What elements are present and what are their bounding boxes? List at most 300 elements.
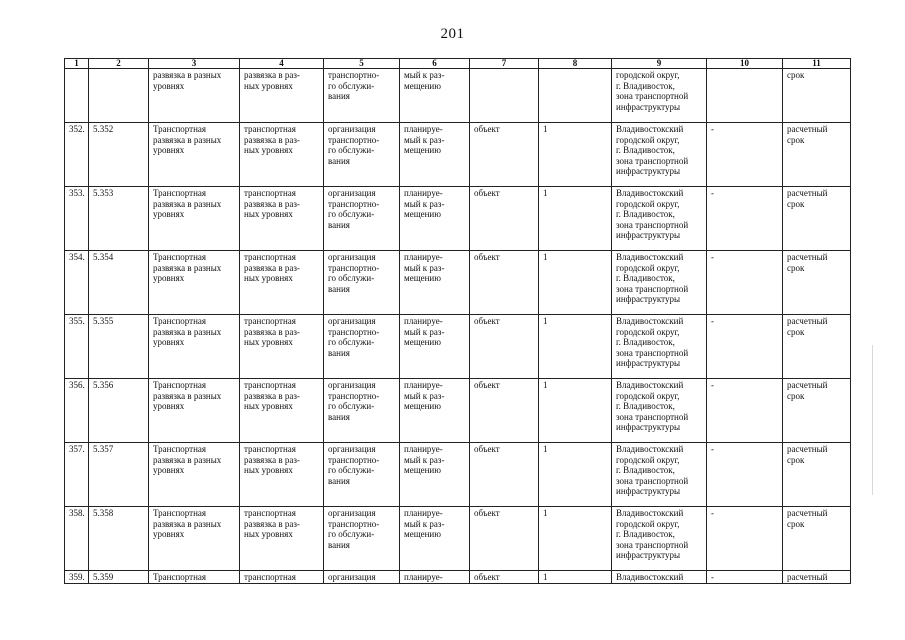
cell-text: развязка в разных — [153, 198, 222, 209]
cell-text: планируе- — [404, 252, 443, 262]
cell-text: развязка в разных — [153, 262, 222, 273]
cell-text: 5.355 — [93, 316, 114, 326]
cell-status — [400, 571, 470, 584]
cell-text: транспортно- — [328, 262, 380, 273]
cell-type — [240, 571, 324, 584]
cell-text: развязка в разных — [153, 70, 222, 80]
cell-type — [240, 507, 324, 571]
cell-text: расчетный — [787, 124, 828, 134]
cell-text: 5.359 — [93, 572, 114, 582]
cell-status — [400, 443, 470, 507]
cell-text: транспортная — [244, 252, 296, 262]
cell-code — [89, 315, 149, 379]
cell-text: го обслужи- — [328, 337, 375, 347]
cell-location — [612, 69, 707, 123]
column-header-10: 10 — [707, 59, 783, 69]
cell-text: срок — [787, 454, 805, 465]
cell-text: инфраструктуры — [616, 101, 680, 112]
cell-text: - — [711, 124, 714, 134]
cell-text: вания — [328, 475, 350, 486]
cell-code — [89, 507, 149, 571]
cell-text: ных уровнях — [244, 209, 293, 219]
cell-text: вания — [328, 91, 350, 101]
cell-characteristics — [707, 379, 783, 443]
cell-text: г. Владивосток, — [616, 401, 675, 411]
cell-text: инфраструктуры — [616, 358, 680, 368]
cell-text: организация — [328, 316, 376, 326]
cell-text: объект — [474, 444, 500, 454]
cell-text: го обслужи- — [328, 80, 375, 91]
cell-text: - — [711, 188, 714, 198]
cell-term — [783, 187, 851, 251]
cell-text: 357. — [69, 444, 85, 454]
cell-purpose — [324, 251, 400, 315]
cell-text: 356. — [69, 380, 85, 390]
column-header-11: 11 — [783, 59, 851, 69]
cell-text: транспортная — [244, 572, 296, 582]
cell-unit — [470, 123, 539, 187]
cell-text: транспортная — [244, 316, 296, 326]
cell-text: планируе- — [404, 316, 443, 326]
cell-text: Владивостокский — [616, 508, 684, 518]
cell-text: объект — [474, 124, 500, 134]
cell-text: го обслужи- — [328, 465, 375, 475]
page-number: 201 — [440, 26, 465, 42]
cell-text: планируе- — [404, 444, 443, 454]
cell-text: го обслужи- — [328, 273, 375, 283]
cell-text: ных уровнях — [244, 337, 293, 347]
cell-text: 1 — [543, 188, 548, 198]
cell-text: организация — [328, 124, 376, 134]
cell-text: - — [711, 380, 714, 390]
cell-text: уровнях — [153, 273, 185, 283]
cell-text: 352. — [69, 124, 85, 134]
cell-purpose — [324, 571, 400, 584]
cell-text: расчетный — [787, 188, 828, 198]
cell-text: расчетный — [787, 444, 828, 454]
cell-quantity — [539, 251, 612, 315]
cell-text: ных уровнях — [244, 529, 293, 539]
cell-quantity — [539, 443, 612, 507]
cell-type — [240, 123, 324, 187]
cell-text: городской округ, — [616, 518, 680, 529]
cell-text: го обслужи- — [328, 529, 375, 539]
cell-text: срок — [787, 134, 805, 145]
cell-unit — [470, 443, 539, 507]
cell-text: уровнях — [153, 80, 185, 91]
table-row — [65, 251, 851, 315]
cell-purpose — [324, 443, 400, 507]
cell-text: вания — [328, 539, 350, 550]
cell-text: транспортно- — [328, 134, 380, 145]
cell-purpose — [324, 507, 400, 571]
cell-text: развязка в раз- — [244, 198, 300, 209]
cell-text: мый к раз- — [404, 454, 445, 465]
cell-code — [89, 443, 149, 507]
cell-row-number — [65, 123, 89, 187]
cell-text: расчетный — [787, 572, 828, 582]
cell-text: - — [711, 508, 714, 518]
cell-type — [240, 69, 324, 123]
cell-text: мещению — [404, 145, 441, 155]
cell-text: развязка в разных — [153, 134, 222, 145]
cell-text: Транспортная — [153, 380, 207, 390]
cell-text: 353. — [69, 188, 85, 198]
cell-term — [783, 315, 851, 379]
cell-unit — [470, 571, 539, 584]
column-header-9: 9 — [612, 59, 707, 69]
cell-text: - — [711, 444, 714, 454]
cell-text: Транспортная — [153, 316, 207, 326]
cell-location — [612, 507, 707, 571]
cell-text: мещению — [404, 209, 441, 219]
cell-text: Транспортная — [153, 188, 207, 198]
cell-text: городской округ, — [616, 198, 680, 209]
cell-text: Владивостокский — [616, 188, 684, 198]
cell-location — [612, 187, 707, 251]
cell-status — [400, 507, 470, 571]
cell-unit — [470, 187, 539, 251]
cell-text: - — [711, 572, 714, 582]
cell-text: инфраструктуры — [616, 422, 680, 432]
cell-text: объект — [474, 380, 500, 390]
cell-text: зона транспортной — [616, 347, 689, 358]
cell-unit — [470, 507, 539, 571]
cell-text: ных уровнях — [244, 145, 293, 155]
cell-text: расчетный — [787, 508, 828, 518]
cell-text: го обслужи- — [328, 145, 375, 155]
cell-term — [783, 251, 851, 315]
cell-type — [240, 315, 324, 379]
header-row — [65, 59, 851, 69]
cell-text: уровнях — [153, 465, 185, 475]
cell-text: инфраструктуры — [616, 550, 680, 560]
cell-text: мый к раз- — [404, 134, 445, 145]
cell-text: транспортная — [244, 508, 296, 518]
cell-text: 1 — [543, 508, 548, 518]
cell-status — [400, 187, 470, 251]
cell-location — [612, 315, 707, 379]
cell-text: мещению — [404, 273, 441, 283]
cell-status — [400, 315, 470, 379]
cell-text: транспортная — [244, 380, 296, 390]
cell-text: г. Владивосток, — [616, 80, 675, 91]
cell-text: городской округ, — [616, 70, 680, 80]
cell-quantity — [539, 379, 612, 443]
cell-text: 5.353 — [93, 188, 114, 198]
cell-text: городской округ, — [616, 326, 680, 337]
cell-text: г. Владивосток, — [616, 465, 675, 475]
cell-text: 1 — [543, 380, 548, 390]
cell-status — [400, 379, 470, 443]
column-header-7: 7 — [470, 59, 539, 69]
cell-text: объект — [474, 188, 500, 198]
column-header-8: 8 — [539, 59, 612, 69]
cell-text: развязка в раз- — [244, 454, 300, 465]
cell-text: транспортная — [244, 444, 296, 454]
cell-term — [783, 571, 851, 584]
cell-characteristics — [707, 187, 783, 251]
cell-text: Владивостокский — [616, 572, 684, 582]
cell-text: транспортно- — [328, 390, 380, 401]
cell-quantity — [539, 123, 612, 187]
cell-text: 359. — [69, 572, 85, 582]
cell-term — [783, 69, 851, 123]
cell-text: г. Владивосток, — [616, 145, 675, 155]
cell-status — [400, 69, 470, 123]
cell-text: транспортная — [244, 124, 296, 134]
cell-text: уровнях — [153, 209, 185, 219]
cell-text: планируе- — [404, 572, 443, 582]
cell-row-number — [65, 69, 89, 123]
cell-row-number — [65, 571, 89, 584]
cell-text: Владивостокский — [616, 380, 684, 390]
cell-text: планируе- — [404, 124, 443, 134]
cell-text: вания — [328, 411, 350, 422]
cell-text: г. Владивосток, — [616, 337, 675, 347]
cell-location — [612, 571, 707, 584]
cell-text: Владивостокский — [616, 316, 684, 326]
table-row — [65, 315, 851, 379]
cell-text: 5.356 — [93, 380, 114, 390]
cell-term — [783, 123, 851, 187]
cell-text: Владивостокский — [616, 124, 684, 134]
cell-text: развязка в раз- — [244, 262, 300, 273]
cell-text: уровнях — [153, 401, 185, 411]
cell-text: срок — [787, 518, 805, 529]
cell-text: Транспортная — [153, 444, 207, 454]
cell-text: зона транспортной — [616, 539, 689, 550]
cell-text: Владивостокский — [616, 444, 684, 454]
cell-text: г. Владивосток, — [616, 209, 675, 219]
column-header-1: 1 — [65, 59, 89, 69]
cell-code — [89, 379, 149, 443]
column-header-5: 5 — [324, 59, 400, 69]
cell-row-number — [65, 251, 89, 315]
cell-name — [149, 379, 240, 443]
cell-text: зона транспортной — [616, 219, 689, 230]
cell-text: - — [711, 316, 714, 326]
cell-unit — [470, 69, 539, 123]
cell-text: зона транспортной — [616, 155, 689, 166]
cell-text: срок — [787, 326, 805, 337]
cell-location — [612, 251, 707, 315]
table-row — [65, 571, 851, 584]
cell-name — [149, 443, 240, 507]
cell-type — [240, 251, 324, 315]
cell-text: расчетный — [787, 252, 828, 262]
cell-text: уровнях — [153, 529, 185, 539]
cell-text: срок — [787, 70, 805, 80]
cell-text: вания — [328, 155, 350, 166]
cell-text: 355. — [69, 316, 85, 326]
cell-text: мый к раз- — [404, 262, 445, 273]
cell-text: зона транспортной — [616, 475, 689, 486]
cell-term — [783, 379, 851, 443]
cell-text: 5.358 — [93, 508, 114, 518]
cell-text: развязка в раз- — [244, 518, 300, 529]
cell-text: 1 — [543, 124, 548, 134]
cell-text: срок — [787, 198, 805, 209]
cell-quantity — [539, 69, 612, 123]
cell-type — [240, 379, 324, 443]
cell-quantity — [539, 315, 612, 379]
cell-quantity — [539, 571, 612, 584]
cell-text: инфраструктуры — [616, 166, 680, 176]
cell-text: организация — [328, 380, 376, 390]
cell-text: Транспортная — [153, 252, 207, 262]
cell-row-number — [65, 315, 89, 379]
cell-code — [89, 251, 149, 315]
cell-text: ных уровнях — [244, 465, 293, 475]
cell-text: развязка в раз- — [244, 326, 300, 337]
cell-status — [400, 123, 470, 187]
cell-name — [149, 123, 240, 187]
cell-text: мещению — [404, 529, 441, 539]
cell-text: уровнях — [153, 337, 185, 347]
cell-characteristics — [707, 507, 783, 571]
cell-characteristics — [707, 69, 783, 123]
cell-code — [89, 69, 149, 123]
cell-location — [612, 379, 707, 443]
cell-quantity — [539, 507, 612, 571]
cell-unit — [470, 315, 539, 379]
cell-text: зона транспортной — [616, 91, 689, 101]
cell-text: городской округ, — [616, 390, 680, 401]
cell-text: Владивостокский — [616, 252, 684, 262]
cell-text: развязка в разных — [153, 390, 222, 401]
cell-name — [149, 187, 240, 251]
cell-text: транспортно- — [328, 518, 380, 529]
cell-text: развязка в разных — [153, 326, 222, 337]
cell-text: объект — [474, 252, 500, 262]
column-header-6: 6 — [400, 59, 470, 69]
cell-text: 358. — [69, 508, 85, 518]
cell-text: срок — [787, 390, 805, 401]
cell-text: организация — [328, 188, 376, 198]
cell-characteristics — [707, 251, 783, 315]
column-header-3: 3 — [149, 59, 240, 69]
cell-text: объект — [474, 508, 500, 518]
cell-row-number — [65, 187, 89, 251]
cell-text: инфраструктуры — [616, 294, 680, 304]
cell-text: 1 — [543, 444, 548, 454]
cell-text: транспортно- — [328, 326, 380, 337]
cell-name — [149, 507, 240, 571]
cell-text: планируе- — [404, 188, 443, 198]
cell-text: организация — [328, 252, 376, 262]
table-row — [65, 69, 851, 123]
cell-text: расчетный — [787, 380, 828, 390]
cell-text: транспортно- — [328, 454, 380, 465]
cell-text: уровнях — [153, 145, 185, 155]
cell-unit — [470, 379, 539, 443]
table-row — [65, 187, 851, 251]
cell-text: мый к раз- — [404, 70, 445, 80]
cell-text: 1 — [543, 572, 548, 582]
cell-row-number — [65, 443, 89, 507]
cell-text: расчетный — [787, 316, 828, 326]
cell-text: мещению — [404, 80, 441, 91]
cell-text: мый к раз- — [404, 326, 445, 337]
cell-text: ных уровнях — [244, 273, 293, 283]
table-row — [65, 123, 851, 187]
table-row — [65, 379, 851, 443]
cell-text: инфраструктуры — [616, 486, 680, 496]
cell-text: транспортная — [244, 188, 296, 198]
cell-quantity — [539, 187, 612, 251]
cell-text: ных уровнях — [244, 401, 293, 411]
cell-text: мый к раз- — [404, 198, 445, 209]
cell-row-number — [65, 379, 89, 443]
cell-text: г. Владивосток, — [616, 529, 675, 539]
cell-text: организация — [328, 508, 376, 518]
cell-text: городской округ, — [616, 454, 680, 465]
cell-text: 354. — [69, 252, 85, 262]
cell-text: зона транспортной — [616, 283, 689, 294]
cell-purpose — [324, 315, 400, 379]
cell-type — [240, 443, 324, 507]
cell-text: мещению — [404, 465, 441, 475]
column-header-2: 2 — [89, 59, 149, 69]
cell-text: мещению — [404, 401, 441, 411]
cell-text: го обслужи- — [328, 401, 375, 411]
cell-name — [149, 69, 240, 123]
cell-code — [89, 123, 149, 187]
cell-text: организация — [328, 572, 376, 582]
scan-margin-line — [872, 345, 873, 495]
cell-text: развязка в разных — [153, 454, 222, 465]
cell-text: срок — [787, 262, 805, 273]
cell-name — [149, 571, 240, 584]
table-body — [65, 69, 851, 584]
cell-text: - — [711, 252, 714, 262]
column-header-4: 4 — [240, 59, 324, 69]
cell-text: вания — [328, 347, 350, 358]
cell-text: мещению — [404, 337, 441, 347]
cell-name — [149, 251, 240, 315]
cell-text: планируе- — [404, 380, 443, 390]
cell-status — [400, 251, 470, 315]
cell-name — [149, 315, 240, 379]
cell-characteristics — [707, 315, 783, 379]
cell-type — [240, 187, 324, 251]
cell-text: г. Владивосток, — [616, 273, 675, 283]
cell-text: планируе- — [404, 508, 443, 518]
cell-text: развязка в раз- — [244, 70, 300, 80]
cell-text: мый к раз- — [404, 518, 445, 529]
cell-text: объект — [474, 316, 500, 326]
cell-text: вания — [328, 219, 350, 230]
cell-text: развязка в раз- — [244, 390, 300, 401]
table-row — [65, 443, 851, 507]
cell-text: развязка в раз- — [244, 134, 300, 145]
cell-text: 5.357 — [93, 444, 114, 454]
cell-characteristics — [707, 123, 783, 187]
cell-text: ных уровнях — [244, 80, 293, 91]
cell-term — [783, 507, 851, 571]
cell-text: 5.354 — [93, 252, 114, 262]
cell-text: Транспортная — [153, 124, 207, 134]
cell-text: инфраструктуры — [616, 230, 680, 240]
cell-text: городской округ, — [616, 262, 680, 273]
cell-term — [783, 443, 851, 507]
cell-text: вания — [328, 283, 350, 294]
table-row — [65, 507, 851, 571]
cell-text: Транспортная — [153, 508, 207, 518]
cell-characteristics — [707, 443, 783, 507]
cell-text: Транспортная — [153, 572, 207, 582]
